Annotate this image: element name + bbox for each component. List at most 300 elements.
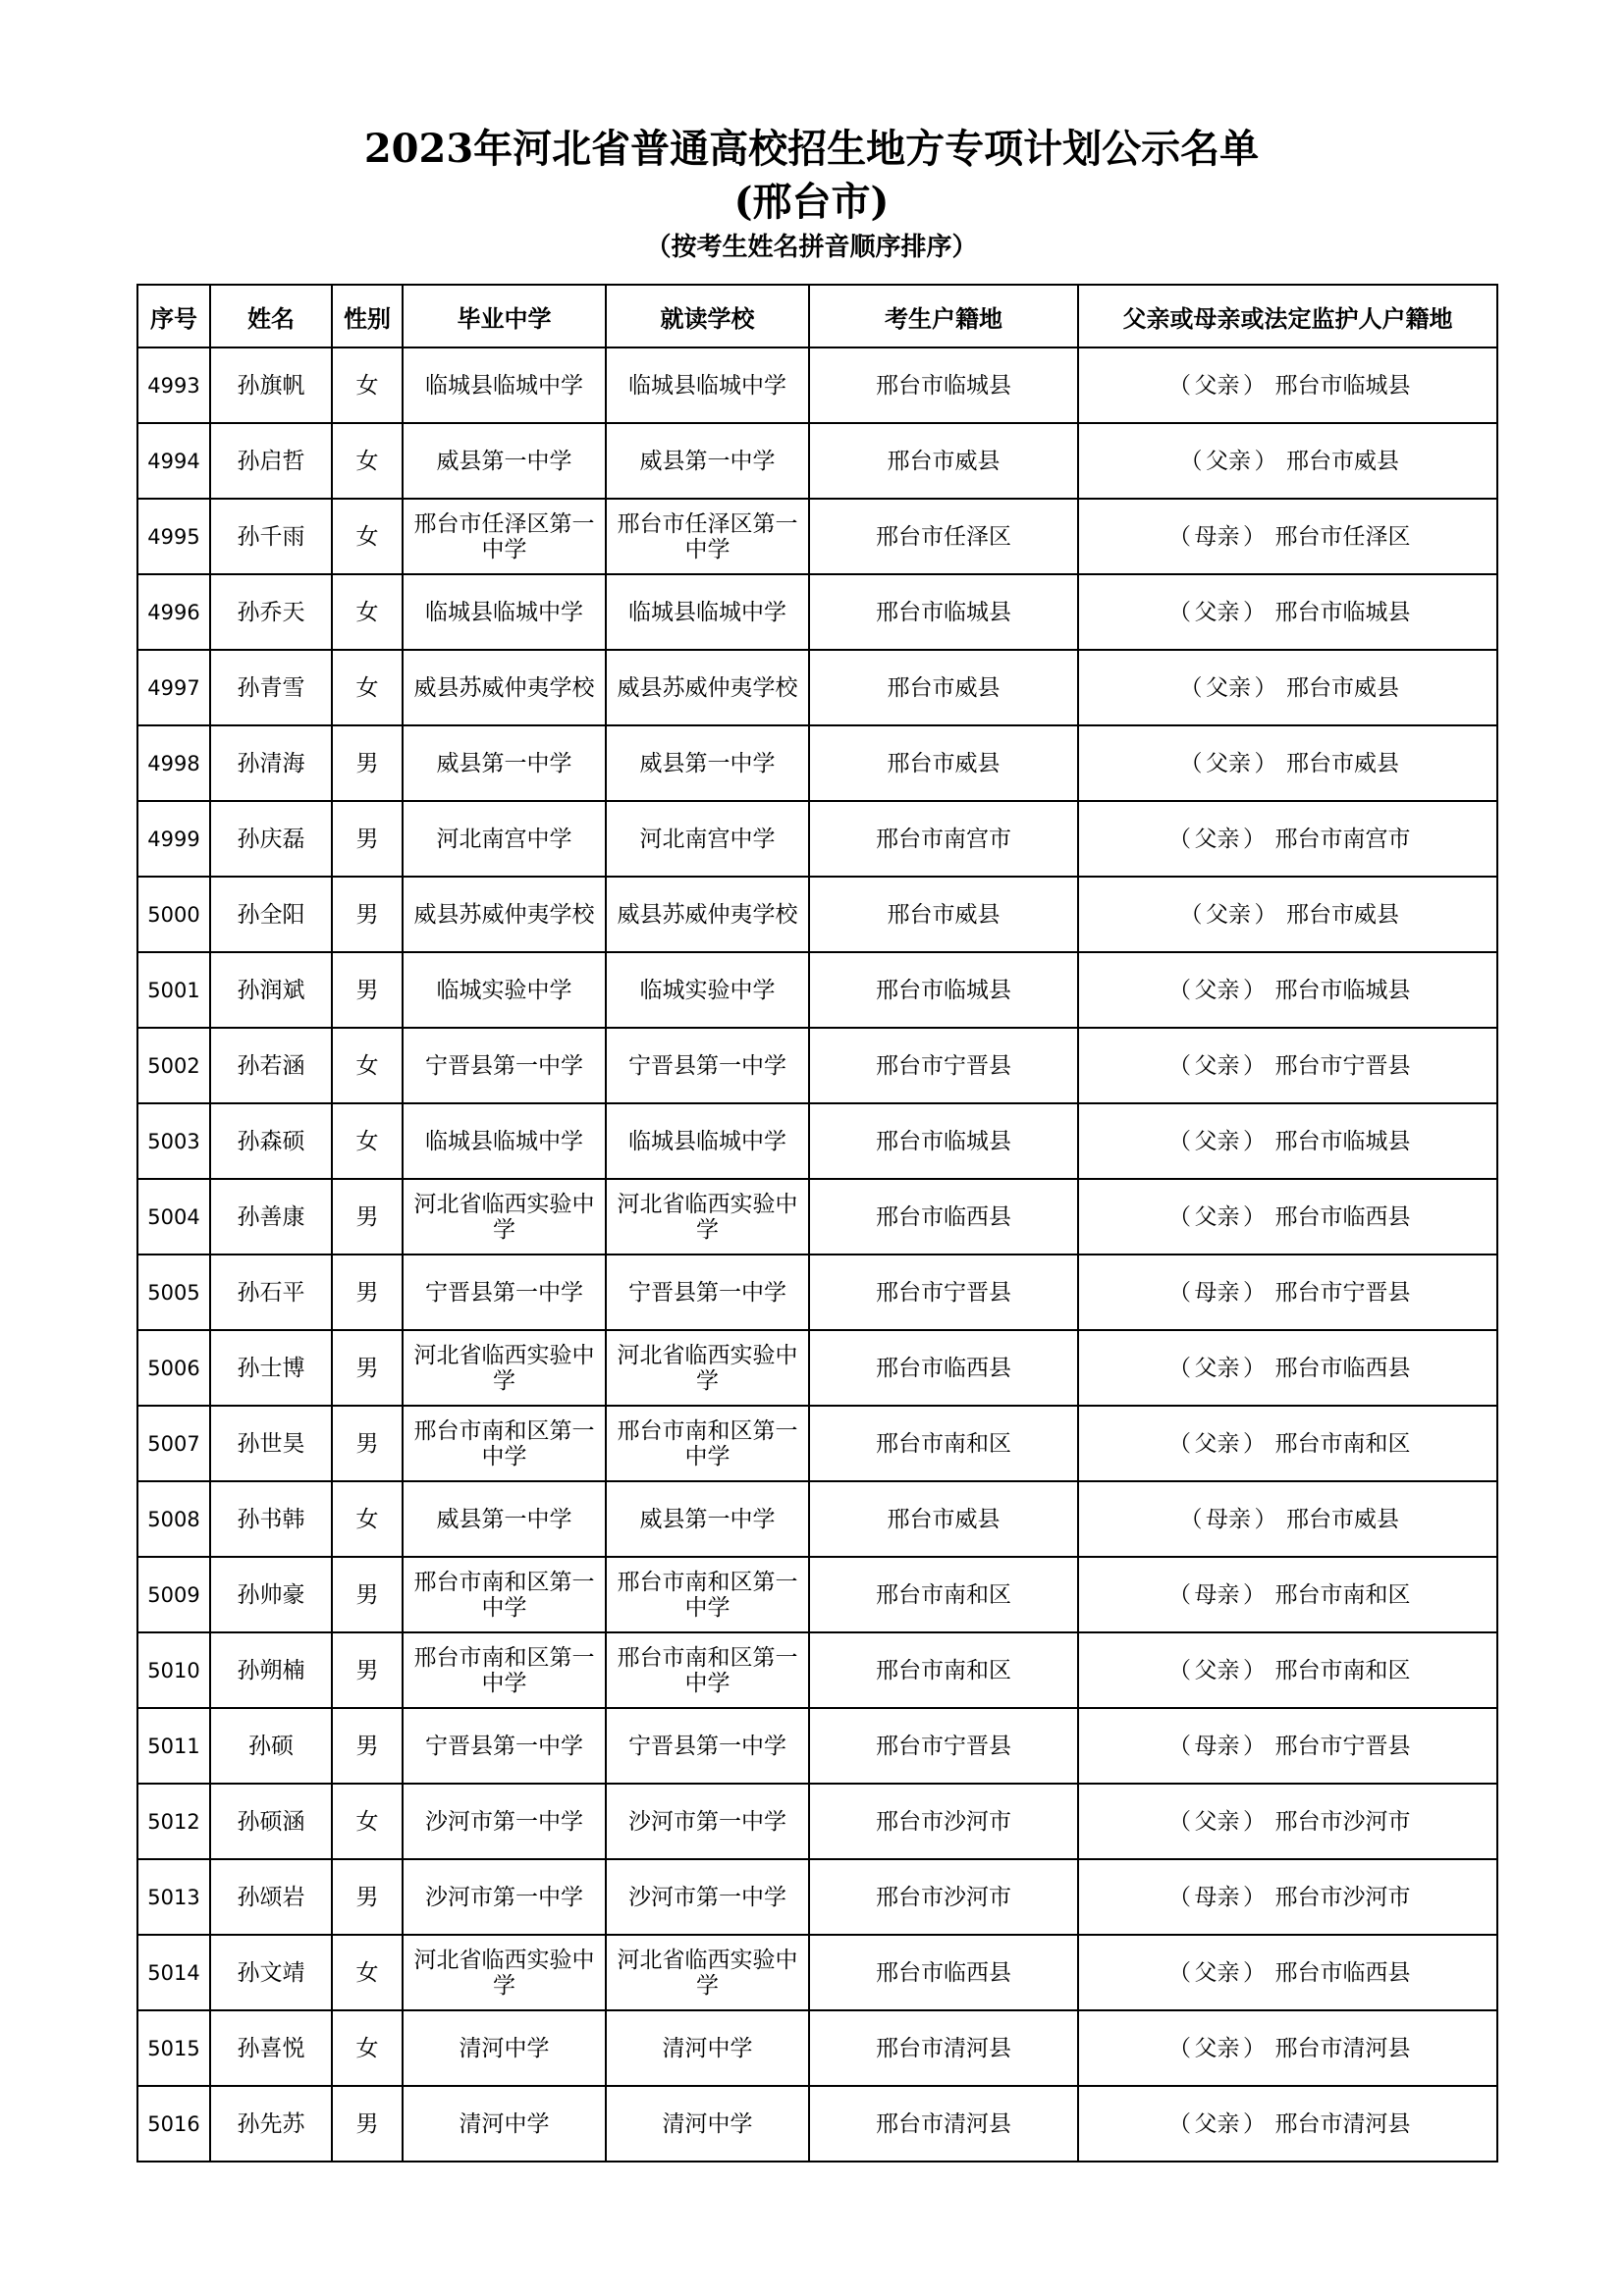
cell-guardian-hukou: [1078, 877, 1497, 952]
table-row: [137, 952, 1497, 1028]
guardian-hukou-location: 邢台市临城县: [1274, 1128, 1411, 1154]
cell-gender: 女: [332, 499, 403, 574]
cell-guardian-hukou: [1078, 1481, 1497, 1557]
guardian-hukou-location: 邢台市南和区: [1274, 1657, 1411, 1683]
paren-close: ）: [1243, 1203, 1266, 1230]
cell-current-school: 沙河市第一中学: [606, 1784, 809, 1859]
cell-guardian-hukou: [1078, 1632, 1497, 1708]
cell-hukou: 邢台市临城县: [809, 1103, 1078, 1179]
guardian-hukou-location: 邢台市威县: [1286, 901, 1399, 928]
paren-open: （: [1179, 750, 1203, 776]
cell-seq: 5012: [137, 1784, 210, 1859]
paren-open: （: [1168, 599, 1191, 625]
cell-gender: 女: [332, 1103, 403, 1179]
column-header-seq: 序号: [137, 285, 210, 347]
cell-name: 孙帅豪: [210, 1557, 332, 1632]
cell-seq: 4995: [137, 499, 210, 574]
cell-name: 孙世昊: [210, 1406, 332, 1481]
cell-gender: 男: [332, 877, 403, 952]
paren-open: （: [1168, 1355, 1191, 1381]
cell-guardian-hukou: [1078, 2010, 1497, 2086]
guardian-relation: 父亲: [1194, 1430, 1240, 1457]
table-row: [137, 1557, 1497, 1632]
cell-guardian-hukou: [1078, 423, 1497, 499]
cell-grad-school: 宁晋县第一中学: [403, 1708, 606, 1784]
cell-grad-school: 清河中学: [403, 2010, 606, 2086]
table-row: [137, 423, 1497, 499]
guardian-relation: 父亲: [1194, 1959, 1240, 1986]
cell-current-school: 河北南宫中学: [606, 801, 809, 877]
cell-guardian-hukou: [1078, 725, 1497, 801]
cell-guardian-hukou: [1078, 1859, 1497, 1935]
guardian-relation: 父亲: [1194, 977, 1240, 1003]
guardian-relation: 父亲: [1194, 1128, 1240, 1154]
cell-name: 孙乔天: [210, 574, 332, 650]
guardian-relation: 母亲: [1194, 1884, 1240, 1910]
cell-grad-school: 临城实验中学: [403, 952, 606, 1028]
cell-name: 孙启哲: [210, 423, 332, 499]
paren-open: （: [1168, 1128, 1191, 1154]
cell-current-school: 临城县临城中学: [606, 574, 809, 650]
cell-name: 孙硕: [210, 1708, 332, 1784]
cell-hukou: 邢台市宁晋县: [809, 1028, 1078, 1103]
guardian-relation: 母亲: [1206, 1506, 1251, 1532]
cell-gender: 女: [332, 574, 403, 650]
cell-seq: 4993: [137, 347, 210, 423]
cell-grad-school: 清河中学: [403, 2086, 606, 2162]
paren-open: （: [1179, 1506, 1203, 1532]
paren-open: （: [1179, 674, 1203, 701]
paren-close: ）: [1243, 1355, 1266, 1381]
cell-gender: 男: [332, 1859, 403, 1935]
cell-current-school: 宁晋县第一中学: [606, 1708, 809, 1784]
cell-hukou: 邢台市南宫市: [809, 801, 1078, 877]
paren-open: （: [1168, 2035, 1191, 2061]
cell-name: 孙森硕: [210, 1103, 332, 1179]
cell-guardian-hukou: [1078, 499, 1497, 574]
table-row: [137, 347, 1497, 423]
guardian-relation: 父亲: [1194, 2035, 1240, 2061]
paren-open: （: [1168, 1052, 1191, 1079]
guardian-relation: 父亲: [1206, 901, 1251, 928]
cell-gender: 女: [332, 1784, 403, 1859]
cell-hukou: 邢台市威县: [809, 423, 1078, 499]
cell-seq: 5003: [137, 1103, 210, 1179]
table-header-row: [137, 285, 1497, 347]
cell-hukou: 邢台市临西县: [809, 1179, 1078, 1255]
cell-gender: 男: [332, 1406, 403, 1481]
cell-seq: 5014: [137, 1935, 210, 2010]
cell-gender: 女: [332, 1481, 403, 1557]
guardian-relation: 母亲: [1194, 1279, 1240, 1306]
paren-open: （: [1168, 1884, 1191, 1910]
table-row: [137, 2010, 1497, 2086]
column-header-current-school: 就读学校: [606, 285, 809, 347]
cell-name: 孙青雪: [210, 650, 332, 725]
column-header-grad-school: 毕业中学: [403, 285, 606, 347]
guardian-relation: 父亲: [1206, 750, 1251, 776]
cell-current-school: 威县苏威仲夷学校: [606, 877, 809, 952]
paren-close: ）: [1243, 1279, 1266, 1306]
guardian-hukou-location: 邢台市威县: [1286, 674, 1399, 701]
table-row: [137, 1481, 1497, 1557]
guardian-hukou-location: 邢台市南宫市: [1274, 826, 1411, 852]
cell-hukou: 邢台市威县: [809, 725, 1078, 801]
guardian-relation: 父亲: [1206, 448, 1251, 474]
paren-open: （: [1168, 826, 1191, 852]
guardian-relation: 父亲: [1194, 1203, 1240, 1230]
cell-hukou: 邢台市临西县: [809, 1935, 1078, 2010]
cell-hukou: 邢台市威县: [809, 1481, 1078, 1557]
paren-open: （: [1168, 1808, 1191, 1835]
cell-current-school: 威县第一中学: [606, 725, 809, 801]
cell-name: 孙朔楠: [210, 1632, 332, 1708]
guardian-hukou-location: 邢台市临西县: [1274, 1959, 1411, 1986]
cell-grad-school: 河北省临西实验中学: [403, 1179, 606, 1255]
cell-seq: 5004: [137, 1179, 210, 1255]
cell-name: 孙颂岩: [210, 1859, 332, 1935]
cell-hukou: 邢台市南和区: [809, 1632, 1078, 1708]
cell-seq: 4999: [137, 801, 210, 877]
paren-open: （: [1168, 2110, 1191, 2137]
cell-hukou: 邢台市沙河市: [809, 1784, 1078, 1859]
cell-name: 孙若涵: [210, 1028, 332, 1103]
cell-guardian-hukou: [1078, 574, 1497, 650]
cell-name: 孙士博: [210, 1330, 332, 1406]
cell-gender: 男: [332, 1557, 403, 1632]
table-row: [137, 1859, 1497, 1935]
cell-grad-school: 沙河市第一中学: [403, 1784, 606, 1859]
cell-grad-school: 威县第一中学: [403, 1481, 606, 1557]
cell-guardian-hukou: [1078, 1179, 1497, 1255]
guardian-relation: 父亲: [1194, 1052, 1240, 1079]
paren-open: （: [1168, 1581, 1191, 1608]
cell-guardian-hukou: [1078, 1708, 1497, 1784]
cell-guardian-hukou: [1078, 1103, 1497, 1179]
paren-close: ）: [1243, 2110, 1266, 2137]
paren-open: （: [1168, 1430, 1191, 1457]
cell-name: 孙文靖: [210, 1935, 332, 2010]
guardian-hukou-location: 邢台市临西县: [1274, 1203, 1411, 1230]
cell-current-school: 邢台市南和区第一中学: [606, 1632, 809, 1708]
cell-gender: 男: [332, 1632, 403, 1708]
cell-grad-school: 威县第一中学: [403, 725, 606, 801]
paren-close: ）: [1243, 1808, 1266, 1835]
cell-guardian-hukou: [1078, 801, 1497, 877]
paren-open: （: [1168, 1657, 1191, 1683]
table-row: [137, 650, 1497, 725]
paren-open: （: [1168, 372, 1191, 399]
cell-grad-school: 河北南宫中学: [403, 801, 606, 877]
paren-close: ）: [1243, 1128, 1266, 1154]
cell-seq: 5015: [137, 2010, 210, 2086]
table-row: [137, 1935, 1497, 2010]
guardian-hukou-location: 邢台市任泽区: [1274, 523, 1411, 550]
cell-guardian-hukou: [1078, 1557, 1497, 1632]
paren-close: ）: [1254, 448, 1277, 474]
cell-gender: 男: [332, 1179, 403, 1255]
paren-close: ）: [1243, 1657, 1266, 1683]
paren-close: ）: [1243, 826, 1266, 852]
cell-name: 孙清海: [210, 725, 332, 801]
cell-grad-school: 邢台市南和区第一中学: [403, 1632, 606, 1708]
column-header-guardian-hukou: 父亲或母亲或法定监护人户籍地: [1078, 285, 1497, 347]
cell-guardian-hukou: [1078, 1406, 1497, 1481]
guardian-hukou-location: 邢台市南和区: [1274, 1581, 1411, 1608]
cell-grad-school: 河北省临西实验中学: [403, 1330, 606, 1406]
cell-seq: 4997: [137, 650, 210, 725]
candidate-table: [136, 284, 1498, 2163]
cell-current-school: 河北省临西实验中学: [606, 1935, 809, 2010]
cell-name: 孙喜悦: [210, 2010, 332, 2086]
cell-seq: 5013: [137, 1859, 210, 1935]
cell-seq: 5001: [137, 952, 210, 1028]
paren-close: ）: [1243, 523, 1266, 550]
cell-name: 孙润斌: [210, 952, 332, 1028]
cell-gender: 女: [332, 1028, 403, 1103]
guardian-relation: 父亲: [1194, 826, 1240, 852]
cell-hukou: 邢台市临城县: [809, 347, 1078, 423]
cell-seq: 5008: [137, 1481, 210, 1557]
paren-close: ）: [1243, 1430, 1266, 1457]
cell-current-school: 临城县临城中学: [606, 1103, 809, 1179]
cell-seq: 5007: [137, 1406, 210, 1481]
cell-current-school: 威县第一中学: [606, 1481, 809, 1557]
cell-hukou: 邢台市宁晋县: [809, 1255, 1078, 1330]
cell-seq: 5000: [137, 877, 210, 952]
guardian-hukou-location: 邢台市沙河市: [1274, 1884, 1411, 1910]
cell-gender: 女: [332, 650, 403, 725]
paren-close: ）: [1243, 599, 1266, 625]
cell-hukou: 邢台市宁晋县: [809, 1708, 1078, 1784]
cell-name: 孙石平: [210, 1255, 332, 1330]
cell-gender: 女: [332, 423, 403, 499]
cell-seq: 4994: [137, 423, 210, 499]
cell-gender: 女: [332, 1935, 403, 2010]
cell-grad-school: 邢台市南和区第一中学: [403, 1406, 606, 1481]
paren-close: ）: [1254, 1506, 1277, 1532]
guardian-hukou-location: 邢台市清河县: [1274, 2035, 1411, 2061]
guardian-hukou-location: 邢台市清河县: [1274, 2110, 1411, 2137]
cell-grad-school: 威县第一中学: [403, 423, 606, 499]
guardian-relation: 父亲: [1206, 674, 1251, 701]
table-row: [137, 1028, 1497, 1103]
cell-gender: 男: [332, 1708, 403, 1784]
cell-seq: 5016: [137, 2086, 210, 2162]
cell-current-school: 河北省临西实验中学: [606, 1330, 809, 1406]
guardian-relation: 母亲: [1194, 1581, 1240, 1608]
paren-close: ）: [1243, 977, 1266, 1003]
paren-close: ）: [1243, 1884, 1266, 1910]
table-row: [137, 1406, 1497, 1481]
cell-gender: 男: [332, 1330, 403, 1406]
cell-hukou: 邢台市南和区: [809, 1406, 1078, 1481]
cell-guardian-hukou: [1078, 1935, 1497, 2010]
cell-current-school: 威县第一中学: [606, 423, 809, 499]
cell-guardian-hukou: [1078, 1255, 1497, 1330]
guardian-hukou-location: 邢台市宁晋县: [1274, 1279, 1411, 1306]
column-header-hukou: 考生户籍地: [809, 285, 1078, 347]
cell-current-school: 宁晋县第一中学: [606, 1028, 809, 1103]
table-row: [137, 1179, 1497, 1255]
paren-close: ）: [1243, 1581, 1266, 1608]
paren-open: （: [1168, 1959, 1191, 1986]
table-row: [137, 499, 1497, 574]
guardian-hukou-location: 邢台市临西县: [1274, 1355, 1411, 1381]
cell-gender: 男: [332, 1255, 403, 1330]
table-row: [137, 574, 1497, 650]
cell-gender: 女: [332, 347, 403, 423]
paren-open: （: [1168, 523, 1191, 550]
cell-seq: 5009: [137, 1557, 210, 1632]
cell-seq: 5011: [137, 1708, 210, 1784]
cell-guardian-hukou: [1078, 952, 1497, 1028]
cell-seq: 4998: [137, 725, 210, 801]
cell-seq: 5010: [137, 1632, 210, 1708]
cell-guardian-hukou: [1078, 347, 1497, 423]
paren-open: （: [1168, 1279, 1191, 1306]
cell-grad-school: 临城县临城中学: [403, 1103, 606, 1179]
paren-close: ）: [1254, 901, 1277, 928]
paren-close: ）: [1243, 372, 1266, 399]
cell-current-school: 河北省临西实验中学: [606, 1179, 809, 1255]
paren-close: ）: [1254, 750, 1277, 776]
guardian-relation: 父亲: [1194, 372, 1240, 399]
guardian-hukou-location: 邢台市南和区: [1274, 1430, 1411, 1457]
cell-current-school: 临城县临城中学: [606, 347, 809, 423]
guardian-hukou-location: 邢台市沙河市: [1274, 1808, 1411, 1835]
cell-grad-school: 沙河市第一中学: [403, 1859, 606, 1935]
paren-close: ）: [1243, 1052, 1266, 1079]
cell-guardian-hukou: [1078, 1028, 1497, 1103]
cell-current-school: 临城实验中学: [606, 952, 809, 1028]
cell-current-school: 邢台市南和区第一中学: [606, 1557, 809, 1632]
cell-guardian-hukou: [1078, 2086, 1497, 2162]
sort-note: （按考生姓名拼音顺序排序）: [645, 233, 978, 262]
cell-grad-school: 邢台市南和区第一中学: [403, 1557, 606, 1632]
cell-gender: 女: [332, 2010, 403, 2086]
page-title: 2023年河北省普通高校招生地方专项计划公示名单: [363, 126, 1260, 172]
paren-open: （: [1179, 448, 1203, 474]
cell-name: 孙书韩: [210, 1481, 332, 1557]
guardian-hukou-location: 邢台市临城县: [1274, 599, 1411, 625]
cell-current-school: 宁晋县第一中学: [606, 1255, 809, 1330]
guardian-hukou-location: 邢台市临城县: [1274, 372, 1411, 399]
cell-grad-school: 威县苏威仲夷学校: [403, 650, 606, 725]
table-row: [137, 2086, 1497, 2162]
cell-hukou: 邢台市威县: [809, 650, 1078, 725]
cell-name: 孙旗帆: [210, 347, 332, 423]
cell-guardian-hukou: [1078, 1330, 1497, 1406]
cell-gender: 男: [332, 725, 403, 801]
cell-hukou: 邢台市清河县: [809, 2086, 1078, 2162]
cell-seq: 4996: [137, 574, 210, 650]
cell-grad-school: 宁晋县第一中学: [403, 1255, 606, 1330]
cell-grad-school: 临城县临城中学: [403, 574, 606, 650]
cell-name: 孙善康: [210, 1179, 332, 1255]
cell-gender: 男: [332, 801, 403, 877]
guardian-relation: 父亲: [1194, 1355, 1240, 1381]
cell-guardian-hukou: [1078, 1784, 1497, 1859]
guardian-hukou-location: 邢台市宁晋县: [1274, 1052, 1411, 1079]
cell-current-school: 清河中学: [606, 2010, 809, 2086]
table-row: [137, 877, 1497, 952]
guardian-relation: 父亲: [1194, 1657, 1240, 1683]
cell-hukou: 邢台市清河县: [809, 2010, 1078, 2086]
cell-hukou: 邢台市沙河市: [809, 1859, 1078, 1935]
cell-name: 孙庆磊: [210, 801, 332, 877]
guardian-hukou-location: 邢台市威县: [1286, 750, 1399, 776]
table-row: [137, 1255, 1497, 1330]
paren-open: （: [1168, 1733, 1191, 1759]
table-row: [137, 1330, 1497, 1406]
paren-close: ）: [1243, 1959, 1266, 1986]
table-row: [137, 1708, 1497, 1784]
cell-seq: 5006: [137, 1330, 210, 1406]
cell-grad-school: 临城县临城中学: [403, 347, 606, 423]
table-row: [137, 1632, 1497, 1708]
guardian-hukou-location: 邢台市临城县: [1274, 977, 1411, 1003]
cell-name: 孙先苏: [210, 2086, 332, 2162]
column-header-gender: 性别: [332, 285, 403, 347]
paren-open: （: [1179, 901, 1203, 928]
guardian-hukou-location: 邢台市威县: [1286, 1506, 1399, 1532]
guardian-relation: 父亲: [1194, 1808, 1240, 1835]
table-body: [137, 347, 1497, 2162]
cell-current-school: 邢台市南和区第一中学: [606, 1406, 809, 1481]
cell-hukou: 邢台市威县: [809, 877, 1078, 952]
cell-current-school: 清河中学: [606, 2086, 809, 2162]
cell-guardian-hukou: [1078, 650, 1497, 725]
paren-close: ）: [1243, 1733, 1266, 1759]
cell-name: 孙硕涵: [210, 1784, 332, 1859]
cell-seq: 5005: [137, 1255, 210, 1330]
cell-grad-school: 河北省临西实验中学: [403, 1935, 606, 2010]
cell-current-school: 邢台市任泽区第一中学: [606, 499, 809, 574]
table-row: [137, 1103, 1497, 1179]
guardian-hukou-location: 邢台市威县: [1286, 448, 1399, 474]
table-row: [137, 801, 1497, 877]
guardian-hukou-location: 邢台市宁晋县: [1274, 1733, 1411, 1759]
paren-close: ）: [1254, 674, 1277, 701]
cell-hukou: 邢台市临西县: [809, 1330, 1078, 1406]
table-row: [137, 725, 1497, 801]
cell-seq: 5002: [137, 1028, 210, 1103]
paren-close: ）: [1243, 2035, 1266, 2061]
cell-grad-school: 宁晋县第一中学: [403, 1028, 606, 1103]
column-header-name: 姓名: [210, 285, 332, 347]
paren-open: （: [1168, 1203, 1191, 1230]
cell-current-school: 威县苏威仲夷学校: [606, 650, 809, 725]
cell-gender: 男: [332, 952, 403, 1028]
cell-grad-school: 威县苏威仲夷学校: [403, 877, 606, 952]
cell-name: 孙千雨: [210, 499, 332, 574]
cell-current-school: 沙河市第一中学: [606, 1859, 809, 1935]
cell-hukou: 邢台市临城县: [809, 574, 1078, 650]
cell-name: 孙全阳: [210, 877, 332, 952]
guardian-relation: 母亲: [1194, 1733, 1240, 1759]
cell-hukou: 邢台市任泽区: [809, 499, 1078, 574]
cell-gender: 男: [332, 2086, 403, 2162]
guardian-relation: 父亲: [1194, 599, 1240, 625]
paren-open: （: [1168, 977, 1191, 1003]
guardian-relation: 父亲: [1194, 2110, 1240, 2137]
page-subtitle: (邢台市): [733, 179, 890, 225]
guardian-relation: 母亲: [1194, 523, 1240, 550]
cell-hukou: 邢台市临城县: [809, 952, 1078, 1028]
cell-hukou: 邢台市南和区: [809, 1557, 1078, 1632]
cell-grad-school: 邢台市任泽区第一中学: [403, 499, 606, 574]
